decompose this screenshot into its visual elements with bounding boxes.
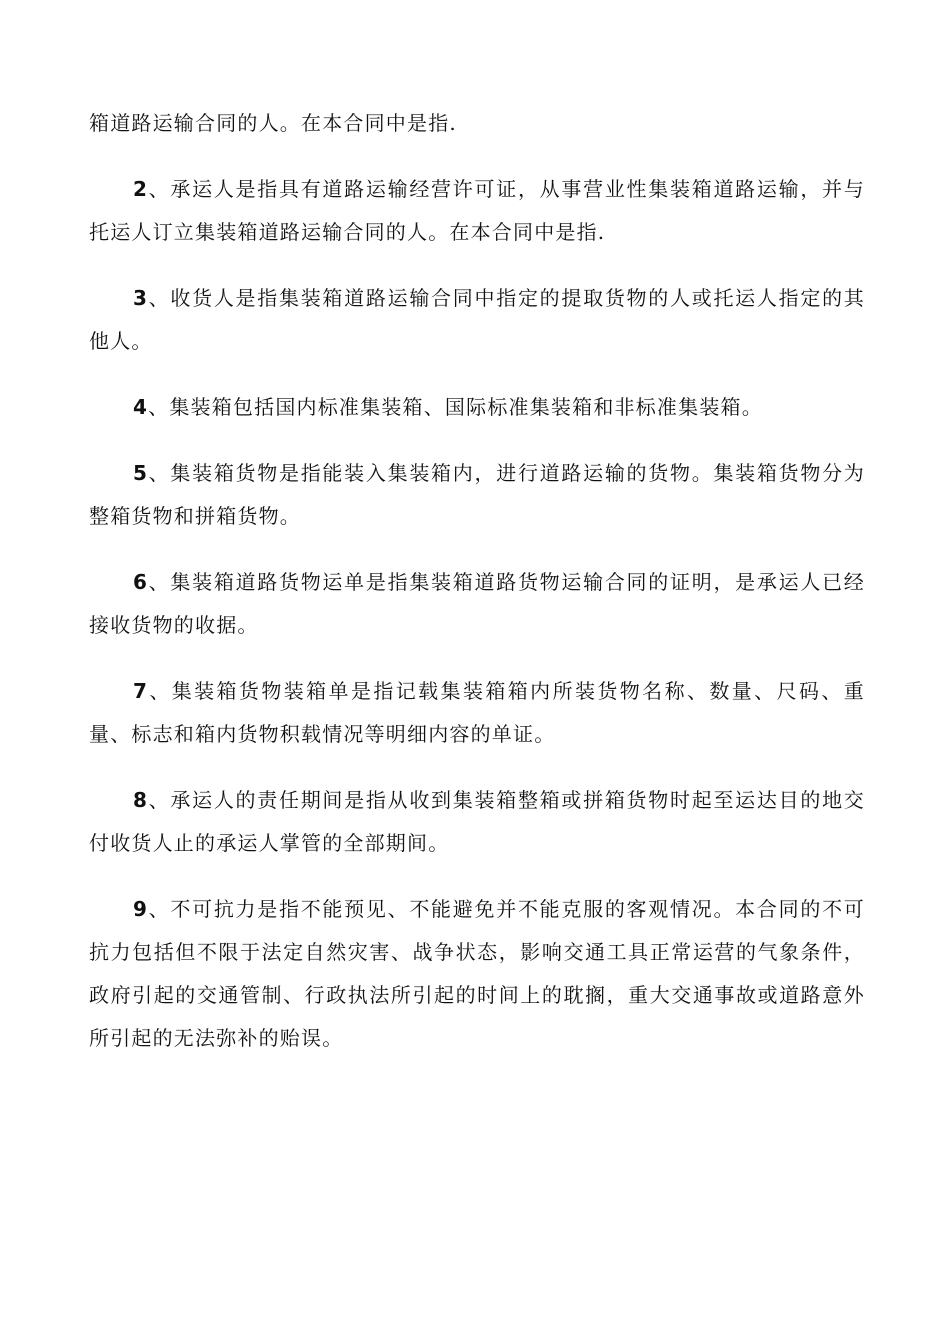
paragraph-4 bbox=[89, 386, 865, 429]
paragraph-9 bbox=[89, 888, 865, 1060]
paragraph-2 bbox=[89, 168, 865, 254]
paragraph-text: 、承运人是指具有道路运输经营许可证，从事营业性集装箱道路运输，并与托运人订立集装箱道路运输合同的人。在本合同中是指. bbox=[89, 177, 865, 244]
document-page bbox=[89, 102, 865, 1083]
paragraph-text: 、承运人的责任期间是指从收到集装箱整箱或拼箱货物时起至运达目的地交付收货人止的承运人掌管的全部期间。 bbox=[89, 788, 865, 855]
paragraph-number: 2 bbox=[133, 177, 149, 201]
paragraph-number: 9 bbox=[133, 897, 149, 921]
paragraph-text: 箱道路运输合同的人。在本合同中是指. bbox=[89, 111, 457, 135]
paragraph-text: 、集装箱货物装箱单是指记载集装箱箱内所装货物名称、数量、尺码、重量、标志和箱内货物积载情况等明细内容的单证。 bbox=[89, 679, 865, 746]
paragraph-number: 6 bbox=[133, 570, 149, 594]
paragraph-text: 、集装箱货物是指能装入集装箱内，进行道路运输的货物。集装箱货物分为整箱货物和拼箱货物。 bbox=[89, 461, 865, 528]
paragraph-text: 、不可抗力是指不能预见、不能避免并不能克服的客观情况。本合同的不可抗力包括但不限于法定自然灾害、战争状态，影响交通工具正常运营的气象条件，政府引起的交通管制、行政执法所引起的时间上的耽搁，重大交通事故或道路意外所引起的无法弥补的贻误。 bbox=[89, 897, 865, 1050]
paragraph-number: 8 bbox=[133, 788, 149, 812]
paragraph-continued bbox=[89, 102, 865, 145]
paragraph-number: 3 bbox=[133, 286, 149, 310]
paragraph-number: 4 bbox=[133, 395, 149, 419]
paragraph-7 bbox=[89, 670, 865, 756]
paragraph-text: 、收货人是指集装箱道路运输合同中指定的提取货物的人或托运人指定的其他人。 bbox=[89, 286, 865, 353]
paragraph-number: 5 bbox=[133, 461, 149, 485]
paragraph-5 bbox=[89, 452, 865, 538]
paragraph-3 bbox=[89, 277, 865, 363]
paragraph-number: 7 bbox=[133, 679, 149, 703]
paragraph-text: 、集装箱包括国内标准集装箱、国际标准集装箱和非标准集装箱。 bbox=[148, 395, 763, 419]
paragraph-6 bbox=[89, 561, 865, 647]
paragraph-8 bbox=[89, 779, 865, 865]
paragraph-text: 、集装箱道路货物运单是指集装箱道路货物运输合同的证明，是承运人已经接收货物的收据。 bbox=[89, 570, 865, 637]
